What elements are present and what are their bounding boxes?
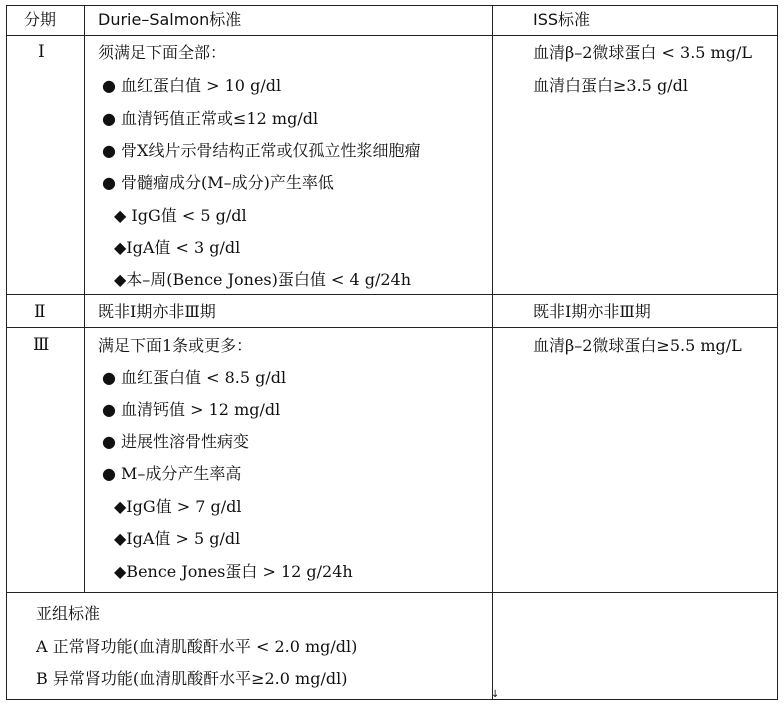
ds-1-line: ● 血红蛋白值 > 10 g/dl: [102, 76, 282, 95]
iss-3-line: 血清β–2微球蛋白≥5.5 mg/L: [533, 336, 742, 355]
ds-3-line: ◆IgA值 > 5 g/dl: [114, 529, 241, 548]
table-rule-col2: [492, 5, 493, 699]
table-rule-bottom: [6, 699, 778, 700]
ds-3-line: ◆Bence Jones蛋白 > 12 g/24h: [114, 562, 353, 581]
table-rule-header: [6, 35, 778, 36]
ds-3-line: ◆IgG值 > 7 g/dl: [114, 497, 242, 516]
ds-3-line: 满足下面1条或更多：: [98, 336, 253, 355]
ds-1-line: ◆IgA值 < 3 g/dl: [114, 238, 241, 257]
scroll-down-arrow-icon: ↓: [491, 689, 500, 700]
stage-1-label: Ⅰ: [38, 42, 45, 62]
table-rule-left: [6, 5, 7, 699]
iss-1-line: 血清β–2微球蛋白 < 3.5 mg/L: [533, 43, 752, 62]
ds-1-line: 须满足下面全部：: [98, 43, 227, 62]
ds-1-line: ◆ IgG值 < 5 g/dl: [114, 206, 247, 225]
subgroup-title: 亚组标准: [36, 604, 101, 623]
table-rule-right: [777, 5, 778, 699]
ds-1-line: ● 骨髓瘤成分(M–成分)产生率低: [102, 173, 334, 192]
table-rule-top: [6, 5, 778, 6]
table-rule-col1: [84, 5, 85, 592]
ds-3-line: ● M–成分产生率高: [102, 464, 242, 483]
stage-3-label: Ⅲ: [33, 335, 50, 355]
ds-1-line: ● 骨X线片示骨结构正常或仅孤立性浆细胞瘤: [102, 141, 421, 160]
header-iss: ISS标准: [533, 10, 591, 29]
ds-3-line: ● 进展性溶骨性病变: [102, 432, 250, 451]
ds-3-line: ● 血清钙值 > 12 mg/dl: [102, 400, 281, 419]
header-stage: 分期: [24, 10, 57, 29]
iss-1-line: 血清白蛋白≥3.5 g/dl: [533, 76, 688, 95]
ds-1-line: ● 血清钙值正常或≤12 mg/dl: [102, 109, 319, 128]
ds-2-line: 既非Ⅰ期亦非Ⅲ期: [98, 302, 216, 321]
header-ds: Durie–Salmon标准: [98, 10, 242, 29]
ds-3-line: ● 血红蛋白值 < 8.5 g/dl: [102, 368, 287, 387]
stage-2-label: Ⅱ: [34, 302, 46, 322]
table-rule-row2: [6, 327, 778, 328]
subgroup-line: A 正常肾功能(血清肌酸酐水平 < 2.0 mg/dl): [36, 637, 358, 656]
table-rule-row1: [6, 294, 778, 295]
iss-2-line: 既非Ⅰ期亦非Ⅲ期: [533, 302, 651, 321]
subgroup-line: B 异常肾功能(血清肌酸酐水平≥2.0 mg/dl): [36, 669, 348, 688]
table-rule-row3: [6, 592, 778, 593]
ds-1-line: ◆本–周(Bence Jones)蛋白值 < 4 g/24h: [114, 270, 412, 289]
